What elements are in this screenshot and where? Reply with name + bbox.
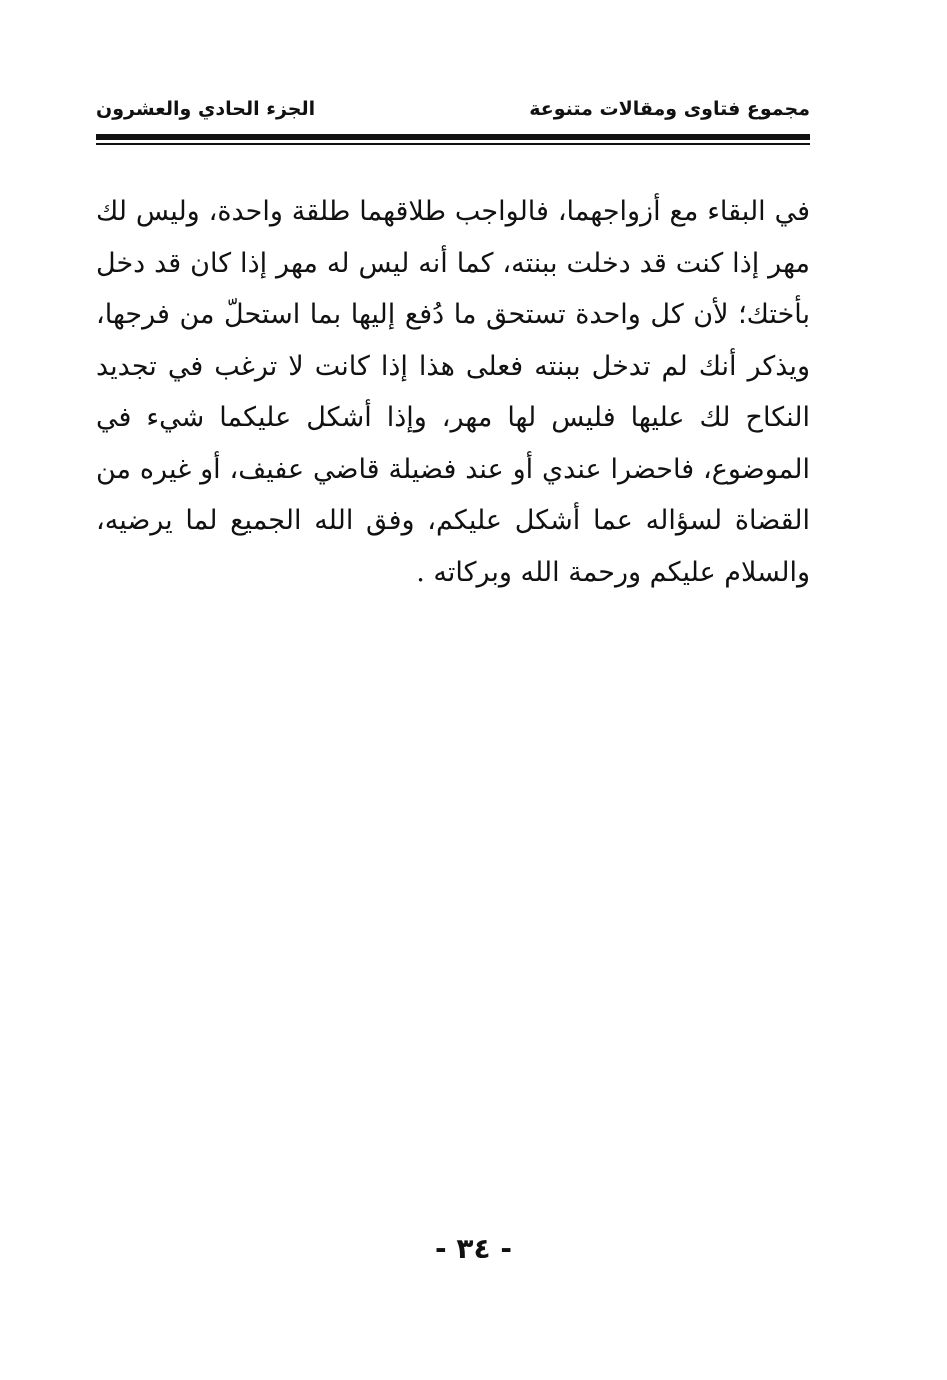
page-header bbox=[96, 98, 810, 132]
body-paragraph: في البقاء مع أزواجهما، فالواجب طلاقهما طلقة واحدة، وليس لك مهر إذا كنت قد دخلت ببنته، كما أنه ليس له مهر إذا كان قد دخل بأختك؛ لأن كل واحدة تستحق ما دُفع إليها بما استحلّ من فرجها، ويذكر أنك لم تدخل ببنته فعلى هذا إذا كانت لا ترغب في تجديد النكاح لك عليها فليس لها مهر، وإذا أشكل عليكما شيء في الموضوع، فاحضرا عندي أو عند فضيلة قاضي عفيف، أو غيره من القضاة لسؤاله عما أشكل عليكم، وفق الله الجميع لما يرضيه، والسلام عليكم ورحمة الله وبركاته . bbox=[96, 196, 810, 588]
volume-label: الجزء الحادي والعشرون bbox=[96, 98, 316, 120]
header-rule-thick bbox=[96, 134, 810, 140]
book-title: مجموع فتاوى ومقالات متنوعة bbox=[529, 98, 810, 120]
page-number: - ٣٤ - bbox=[435, 1232, 512, 1265]
header-rule-thin bbox=[96, 143, 810, 145]
